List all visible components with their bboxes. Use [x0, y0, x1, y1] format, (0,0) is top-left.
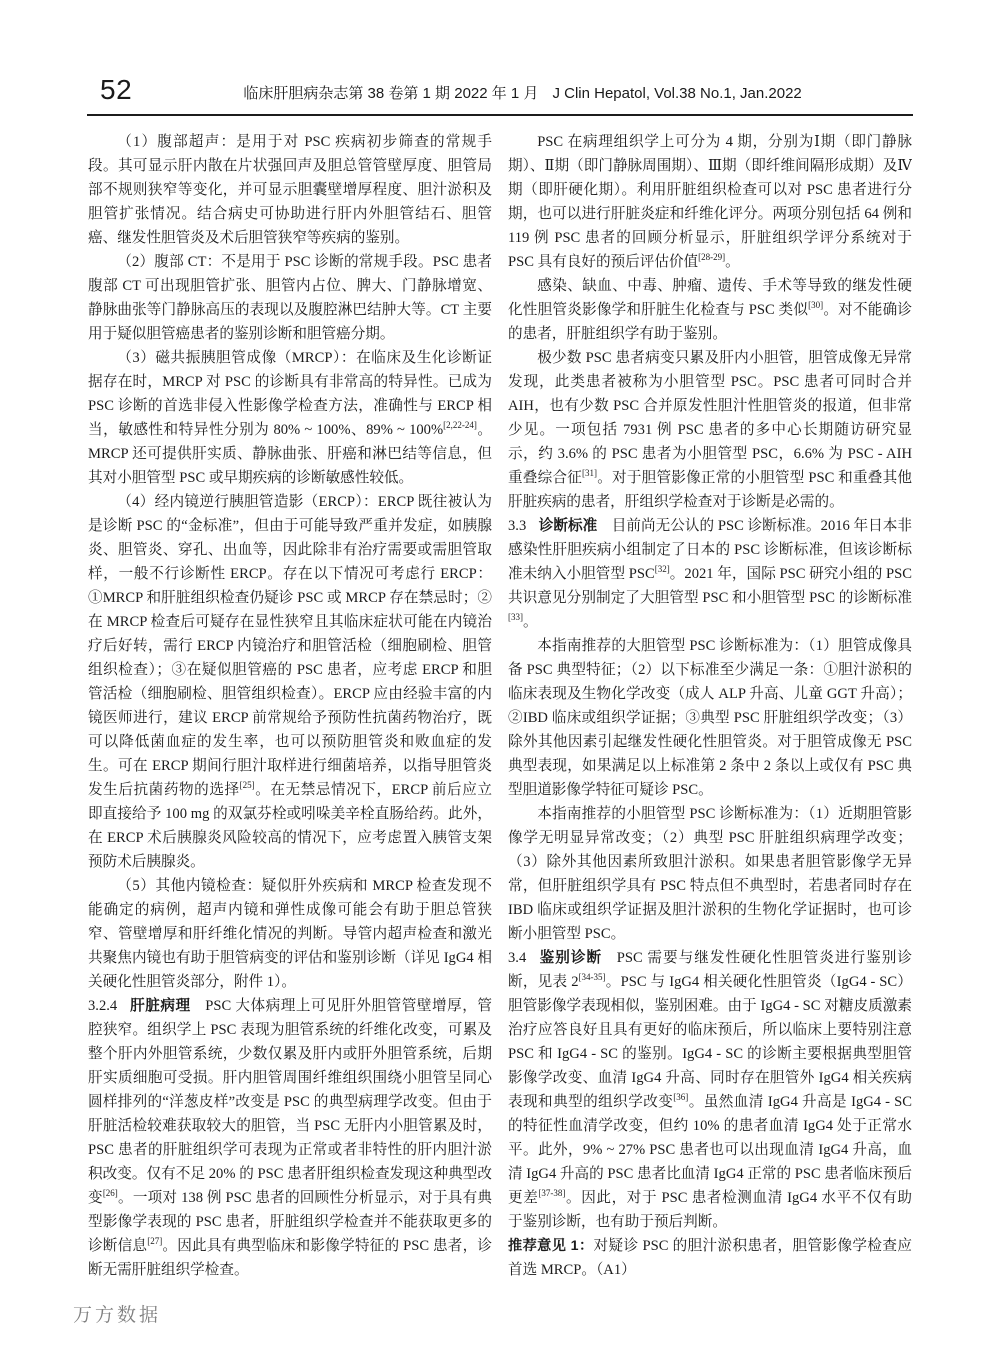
section-title: 肝脏病理: [129, 998, 191, 1014]
right-column: [508, 130, 912, 1315]
text-run: 目前尚无公认的 PSC 诊断标准。2016 年日本非感染性肝胆疾病小组制定了日本的 PSC 诊断标准，但该诊断标准未纳入小胆管型 PSC: [508, 518, 912, 582]
text-run: 。在无禁忌情况下，ERCP 前后应立即直接给予 100 mg 的双氯芬栓或吲哚美辛栓直肠给药。此外，在 ERCP 术后胰腺炎风险较高的情况下，应考虑置入胰管支架预防术后胰腺炎。: [88, 782, 492, 870]
journal-title-en: J Clin Hepatol, Vol.38 No.1, Jan.2022: [552, 85, 802, 102]
text-run: 极少数 PSC 患者病变只累及肝内小胆管，胆管成像无异常发现，此类患者被称为小胆管型 PSC。PSC 患者可同时合并 AIH，也有少数 PSC 合并原发性胆汁性胆管炎的报道，但非常少见。一项包括 7931 例 PSC 患者的多中心长期随访研究显示，约 3.6% 的 PSC 患者为小胆管型 PSC，6.6% 为 PSC - AIH 重叠综合征: [508, 350, 912, 486]
reference-citation: [31]: [582, 468, 598, 479]
section-number: 3.4: [508, 950, 527, 966]
paragraph: [88, 250, 492, 346]
paragraph: [508, 1234, 912, 1282]
paragraph: [508, 514, 912, 634]
paragraph: [508, 802, 912, 946]
text-run: 对疑诊 PSC 的胆汁淤积患者，胆管影像学检查应首选 MRCP。（A1）: [508, 1238, 912, 1278]
reference-citation: [26]: [102, 1188, 118, 1199]
paragraph: [508, 946, 912, 1234]
section-title: 诊断标准: [538, 518, 598, 534]
paragraph: [88, 874, 492, 994]
paragraph: [508, 130, 912, 274]
left-column: [88, 130, 492, 1315]
journal-title-cn: 临床肝胆病杂志第 38 卷第 1 期 2022 年 1 月: [243, 85, 539, 102]
paragraph: [88, 346, 492, 490]
text-run: PSC 大体病理上可见肝外胆管管壁增厚，管腔狭窄。组织学上 PSC 表现为胆管系统的纤维化改变，可累及整个肝内外胆管系统，少数仅累及肝内或肝外胆管系统，后期肝实质细胞可受损。肝内胆管周围纤维组织围绕小胆管呈同心圆样排列的“洋葱皮样”改变是 PSC 的典型病理学改变。但由于肝脏活检较难获取较大的胆管，当 PSC 无肝内小胆管累及时，PSC 患者的肝脏组织学可表现为正常或者非特性的肝内胆汁淤积改变。仅有不足 20% 的 PSC 患者肝组织检查发现这种典型改变: [88, 998, 492, 1206]
text-run: （5）其他内镜检查：疑似肝外疾病和 MRCP 检查发现不能确定的病例，超声内镜和弹性成像可能会有助于胆总管狭窄、管壁增厚和肝纤维化情况的判断。导管内超声检查和激光共聚焦内镜也有助于胆管病变的评估和鉴别诊断（详见 IgG4 相关硬化性胆管炎部分，附件 1）。: [88, 878, 492, 990]
text-run: （3）磁共振胰胆管成像（MRCP）：在临床及生化诊断证据存在时，MRCP 对 PSC 的诊断具有非常高的特异性。已成为 PSC 诊断的首选非侵入性影像学检查方法，准确性与 ERCP 相当，敏感性和特异性分别为 80% ~ 100%、89% ~ 100%: [88, 350, 492, 438]
paragraph: [508, 634, 912, 802]
text-run: 。MRCP 还可提供肝实质、静脉曲张、肝癌和淋巴结等信息，但其对小胆管型 PSC 或早期疾病的诊断敏感性较低。: [88, 422, 492, 486]
text-run: PSC 需要与继发性硬化性胆管炎进行鉴别诊断，见表 2: [508, 950, 912, 990]
reference-citation: [33]: [508, 612, 523, 623]
reference-citation: [32]: [654, 564, 670, 575]
text-run: 。因此具有典型临床和影像学特征的 PSC 患者，诊断无需肝脏组织学检查。: [88, 1238, 492, 1278]
text-run: 。2021 年，国际 PSC 研究小组的 PSC 共识意见分别制定了大胆管型 PSC 和小胆管型 PSC 的诊断标准: [508, 566, 912, 606]
text-run: 。对于胆管影像正常的小胆管型 PSC 和重叠其他肝脏疾病的患者，肝组织学检查对于诊断是必需的。: [508, 470, 912, 510]
text-run: 本指南推荐的小胆管型 PSC 诊断标准为：（1）近期胆管影像学无明显异常改变；（2）典型 PSC 肝脏组织病理学改变；（3）除外其他因素所致胆汁淤积。如果患者胆管影像学无异常，但肝脏组织学具有 PSC 特点但不典型时，若患者同时存在 IBD 临床或组织学证据及胆汁淤积的生物化学证据时，也可诊断小胆管型 PSC。: [508, 806, 912, 942]
text-run: 。: [725, 254, 740, 270]
text-run: 。PSC 与 IgG4 相关硬化性胆管炎（IgG4 - SC）胆管影像学表现相似，鉴别困难。由于 IgG4 - SC 对糖皮质激素治疗应答良好且具有更好的临床预后，所以临床上要特别注意 PSC 和 IgG4 - SC 的鉴别。IgG4 - SC 的诊断主要根据典型胆管影像学改变、血清 IgG4 升高、同时存在胆管外 IgG4 相关疾病表现和典型的组织学改变: [508, 974, 912, 1110]
reference-citation: [36]: [673, 1092, 689, 1103]
reference-citation: [2,22-24]: [443, 420, 477, 431]
paragraph: [88, 130, 492, 250]
reference-citation: [25]: [239, 780, 255, 791]
paragraph: [88, 490, 492, 874]
text-run: 。对不能确诊的患者，肝脏组织学有助于鉴别。: [508, 302, 912, 342]
text-run: 感染、缺血、中毒、肿瘤、遗传、手术等导致的继发性硬化性胆管炎影像学和肝脏生化检查与 PSC 类似: [508, 278, 912, 318]
reference-citation: [34-35]: [578, 972, 606, 983]
page-number: 52: [100, 74, 133, 105]
wanfang-watermark: 万方数据: [73, 1305, 162, 1326]
text-run: PSC 在病理组织学上可分为 4 期，分别为Ⅰ期（即门静脉期）、Ⅱ期（即门静脉周围期）、Ⅲ期（即纤维间隔形成期）及Ⅳ期（即肝硬化期）。利用肝脏组织检查可以对 PSC 患者进行分期，也可以进行肝脏炎症和纤维化评分。两项分别包括 64 例和 119 例 PSC 患者的回顾分析显示，肝脏组织学评分系统对于 PSC 具有良好的预后评估价值: [508, 134, 912, 270]
reference-citation: [27]: [147, 1236, 163, 1247]
section-number: 3.3: [508, 518, 527, 534]
text-run: （1）腹部超声：是用于对 PSC 疾病初步筛查的常规手段。其可显示肝内散在片状强回声及胆总管管壁厚度、胆管局部不规则狭窄等变化，并可显示胆囊壁增厚程度、胆汁淤积及胆管扩张情况。结合病史可协助进行肝内外胆管结石、胆管癌、继发性胆管炎及术后胆管狭窄等疾病的鉴别。: [88, 134, 492, 246]
text-run: 。: [523, 614, 538, 630]
paragraph: [88, 994, 492, 1282]
text-run: 。一项对 138 例 PSC 患者的回顾性分析显示，对于具有典型影像学表现的 PSC 患者，肝脏组织学检查并不能获取更多的诊断信息: [88, 1190, 492, 1254]
section-title: 鉴别诊断: [538, 950, 603, 966]
section-number: 3.2.4: [88, 998, 118, 1014]
text-run: 。因此，对于 PSC 患者检测血清 IgG4 水平不仅有助于鉴别诊断，也有助于预后判断。: [508, 1190, 912, 1230]
reference-citation: [28-29]: [698, 252, 726, 263]
text-run: 本指南推荐的大胆管型 PSC 诊断标准为：（1）胆管成像具备 PSC 典型特征；（2）以下标准至少满足一条：①胆汁淤积的临床表现及生物化学改变（成人 ALP 升高、儿童 GGT 升高）；②IBD 临床或组织学证据；③典型 PSC 肝脏组织学改变；（3）除外其他因素引起继发性硬化性胆管炎。对于胆管成像无 PSC 典型表现，如果满足以上标准第 2 条中 2 条以上或仅有 PSC 典型胆道影像学特征可疑诊 PSC。: [508, 638, 912, 798]
paragraph: [508, 346, 912, 514]
article-body: [88, 130, 912, 1315]
paragraph: [508, 274, 912, 346]
running-head: [132, 86, 913, 114]
recommendation-label: 推荐意见 1：: [508, 1238, 594, 1254]
text-run: （2）腹部 CT：不是用于 PSC 诊断的常规手段。PSC 患者腹部 CT 可出现胆管扩张、胆管内占位、脾大、门静脉增宽、静脉曲张等门静脉高压的表现以及腹腔淋巴结肿大等。CT 主要用于疑似胆管癌患者的鉴别诊断和胆管癌分期。: [88, 254, 492, 342]
reference-citation: [37-38]: [538, 1188, 566, 1199]
text-run: （4）经内镜逆行胰胆管造影（ERCP）：ERCP 既往被认为是诊断 PSC 的“金标准”，但由于可能导致严重并发症，如胰腺炎、胆管炎、穿孔、出血等，因此除非有治疗需要或需胆管取样，一般不行诊断性 ERCP。存在以下情况可考虑行 ERCP：①MRCP 和肝脏组织检查仍疑诊 PSC 或 MRCP 存在禁忌时；②在 MRCP 检查后可疑存在显性狭窄且其临床症状可能在内镜治疗后好转，需行 ERCP 内镜治疗和胆管活检（细胞刷检、胆管组织检查）；③在疑似胆管癌的 PSC 患者，应考虑 ERCP 和胆管活检（细胞刷检、胆管组织检查）。ERCP 应由经验丰富的内镜医师进行，建议 ERCP 前常规给予预防性抗菌药物治疗，既可以降低菌血症的发生率，也可以预防胆管炎和败血症的发生。可在 ERCP 期间行胆汁取样进行细菌培养，以指导胆管炎发生后抗菌药物的选择: [88, 494, 492, 798]
text-run: 。虽然血清 IgG4 升高是 IgG4 - SC 的特征性血清学改变，但约 10% 的患者血清 IgG4 处于正常水平。此外，9% ~ 27% PSC 患者也可以出现血清 IgG4 升高，血清 IgG4 升高的 PSC 患者比血清 IgG4 正常的 PSC 患者临床预后更差: [508, 1094, 912, 1206]
reference-citation: [30]: [808, 300, 824, 311]
page-header: [87, 0, 913, 116]
